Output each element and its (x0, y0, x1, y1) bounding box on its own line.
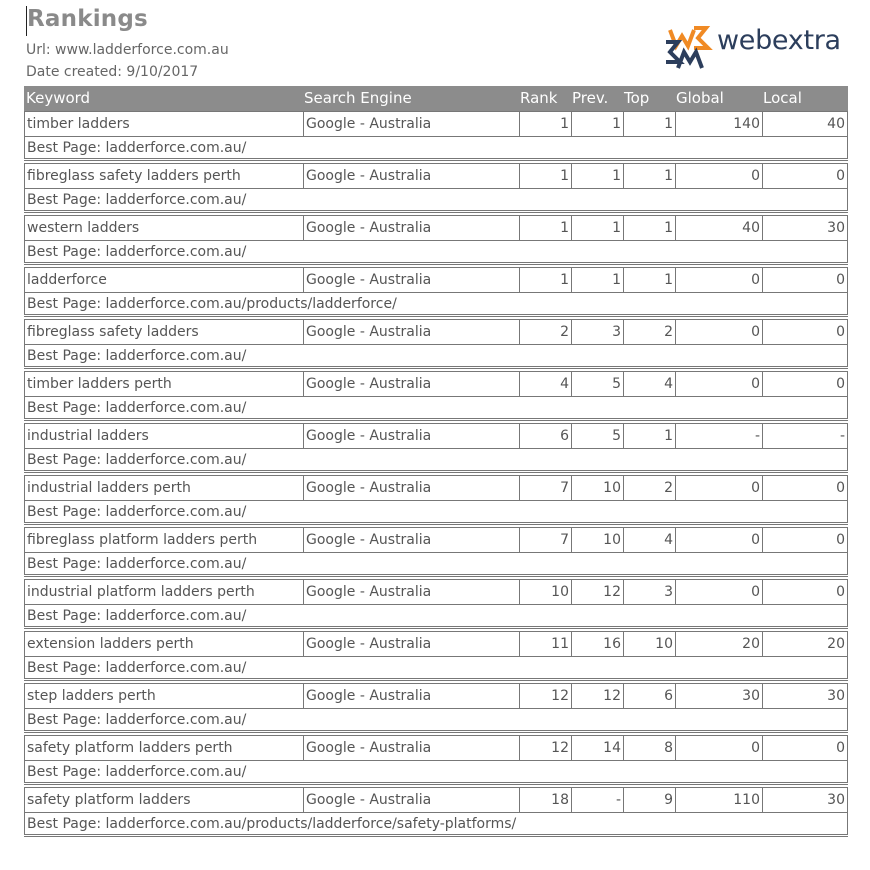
keyword-cell: fibreglass safety ladders (27, 324, 199, 340)
rank-cell: 7 (519, 528, 571, 552)
keyword-row (24, 579, 848, 605)
keyword-row (24, 735, 848, 761)
keyword-cell: fibreglass platform ladders perth (27, 532, 258, 548)
prev-cell: 3 (571, 320, 623, 344)
best-page-cell: Best Page: ladderforce.com.au/products/ladderforce/ (24, 293, 848, 315)
keyword-cell: industrial ladders perth (27, 480, 191, 496)
keyword-row (24, 423, 848, 449)
local-cell: 0 (762, 268, 847, 292)
best-page-cell: Best Page: ladderforce.com.au/ (24, 553, 848, 575)
local-cell: 30 (762, 684, 847, 708)
best-page-cell: Best Page: ladderforce.com.au/ (24, 657, 848, 679)
local-cell: - (762, 424, 847, 448)
table-row (24, 787, 848, 837)
global-cell: 0 (675, 320, 762, 344)
table-row (24, 579, 848, 629)
prev-cell: 12 (571, 580, 623, 604)
top-cell: 2 (623, 476, 675, 500)
global-cell: 110 (675, 788, 762, 812)
search-engine-cell: Google - Australia (303, 112, 519, 136)
local-cell: 0 (762, 580, 847, 604)
prev-cell: 5 (571, 372, 623, 396)
rank-cell: 1 (519, 164, 571, 188)
top-cell: 1 (623, 268, 675, 292)
best-page-cell: Best Page: ladderforce.com.au/ (24, 241, 848, 263)
header-global: Global (676, 89, 724, 107)
rank-cell: 11 (519, 632, 571, 656)
header-top: Top (624, 89, 650, 107)
table-row (24, 527, 848, 577)
header-search-engine: Search Engine (304, 89, 412, 107)
search-engine-cell: Google - Australia (303, 268, 519, 292)
global-cell: 0 (675, 164, 762, 188)
rank-cell: 12 (519, 736, 571, 760)
best-page-cell: Best Page: ladderforce.com.au/products/ladderforce/safety-platforms/ (24, 813, 848, 835)
local-cell: 0 (762, 736, 847, 760)
local-cell: 30 (762, 788, 847, 812)
top-cell: 10 (623, 632, 675, 656)
keyword-cell: industrial platform ladders perth (27, 584, 255, 600)
table-row (24, 319, 848, 369)
keyword-cell: western ladders (27, 220, 140, 236)
global-cell: - (675, 424, 762, 448)
global-cell: 30 (675, 684, 762, 708)
local-cell: 40 (762, 112, 847, 136)
local-cell: 0 (762, 528, 847, 552)
report-url: Url: www.ladderforce.com.au (26, 42, 229, 58)
keyword-cell: industrial ladders (27, 428, 149, 444)
keyword-row (24, 683, 848, 709)
table-row (24, 475, 848, 525)
table-row (24, 683, 848, 733)
local-cell: 0 (762, 320, 847, 344)
top-cell: 2 (623, 320, 675, 344)
search-engine-cell: Google - Australia (303, 372, 519, 396)
rank-cell: 1 (519, 216, 571, 240)
global-cell: 40 (675, 216, 762, 240)
keyword-row (24, 111, 848, 137)
local-cell: 0 (762, 164, 847, 188)
search-engine-cell: Google - Australia (303, 320, 519, 344)
top-cell: 1 (623, 164, 675, 188)
table-row (24, 423, 848, 473)
logo-wordmark: webextra (717, 25, 841, 56)
search-engine-cell: Google - Australia (303, 528, 519, 552)
global-cell: 0 (675, 528, 762, 552)
table-row (24, 215, 848, 265)
global-cell: 0 (675, 476, 762, 500)
top-cell: 1 (623, 112, 675, 136)
search-engine-cell: Google - Australia (303, 424, 519, 448)
prev-cell: 16 (571, 632, 623, 656)
rank-cell: 12 (519, 684, 571, 708)
best-page-cell: Best Page: ladderforce.com.au/ (24, 345, 848, 367)
search-engine-cell: Google - Australia (303, 476, 519, 500)
prev-cell: 10 (571, 528, 623, 552)
report-date: Date created: 9/10/2017 (26, 64, 199, 80)
header-rank: Rank (520, 89, 558, 107)
prev-cell: 1 (571, 216, 623, 240)
search-engine-cell: Google - Australia (303, 736, 519, 760)
prev-cell: 1 (571, 164, 623, 188)
prev-cell: 10 (571, 476, 623, 500)
search-engine-cell: Google - Australia (303, 684, 519, 708)
table-row (24, 111, 848, 161)
search-engine-cell: Google - Australia (303, 164, 519, 188)
top-cell: 6 (623, 684, 675, 708)
header-keyword: Keyword (26, 89, 91, 107)
prev-cell: - (571, 788, 623, 812)
keyword-row (24, 267, 848, 293)
page-title: Rankings (27, 6, 148, 32)
keyword-cell: safety platform ladders perth (27, 740, 233, 756)
keyword-row (24, 371, 848, 397)
webextra-logo (664, 22, 850, 72)
top-cell: 4 (623, 372, 675, 396)
rankings-table (24, 86, 848, 837)
table-body (24, 111, 848, 837)
top-cell: 4 (623, 528, 675, 552)
local-cell: 30 (762, 216, 847, 240)
keyword-row (24, 475, 848, 501)
top-cell: 9 (623, 788, 675, 812)
rank-cell: 1 (519, 268, 571, 292)
best-page-cell: Best Page: ladderforce.com.au/ (24, 397, 848, 419)
top-cell: 3 (623, 580, 675, 604)
search-engine-cell: Google - Australia (303, 216, 519, 240)
prev-cell: 14 (571, 736, 623, 760)
global-cell: 20 (675, 632, 762, 656)
keyword-cell: ladderforce (27, 272, 107, 288)
keyword-cell: step ladders perth (27, 688, 156, 704)
best-page-cell: Best Page: ladderforce.com.au/ (24, 761, 848, 783)
prev-cell: 12 (571, 684, 623, 708)
search-engine-cell: Google - Australia (303, 580, 519, 604)
best-page-cell: Best Page: ladderforce.com.au/ (24, 605, 848, 627)
keyword-row (24, 787, 848, 813)
top-cell: 8 (623, 736, 675, 760)
table-row (24, 371, 848, 421)
table-row (24, 163, 848, 213)
best-page-cell: Best Page: ladderforce.com.au/ (24, 137, 848, 159)
keyword-row (24, 631, 848, 657)
keyword-cell: fibreglass safety ladders perth (27, 168, 241, 184)
global-cell: 0 (675, 372, 762, 396)
prev-cell: 1 (571, 112, 623, 136)
keyword-cell: timber ladders perth (27, 376, 172, 392)
global-cell: 140 (675, 112, 762, 136)
rank-cell: 4 (519, 372, 571, 396)
table-row (24, 735, 848, 785)
keyword-cell: safety platform ladders (27, 792, 191, 808)
best-page-cell: Best Page: ladderforce.com.au/ (24, 189, 848, 211)
keyword-cell: timber ladders (27, 116, 130, 132)
table-row (24, 267, 848, 317)
top-cell: 1 (623, 424, 675, 448)
keyword-cell: extension ladders perth (27, 636, 194, 652)
global-cell: 0 (675, 736, 762, 760)
rank-cell: 2 (519, 320, 571, 344)
best-page-cell: Best Page: ladderforce.com.au/ (24, 449, 848, 471)
rank-cell: 1 (519, 112, 571, 136)
local-cell: 0 (762, 372, 847, 396)
webextra-logo-icon (664, 22, 716, 72)
keyword-row (24, 215, 848, 241)
prev-cell: 5 (571, 424, 623, 448)
search-engine-cell: Google - Australia (303, 788, 519, 812)
rank-cell: 18 (519, 788, 571, 812)
keyword-row (24, 163, 848, 189)
best-page-cell: Best Page: ladderforce.com.au/ (24, 709, 848, 731)
global-cell: 0 (675, 268, 762, 292)
keyword-row (24, 527, 848, 553)
rank-cell: 10 (519, 580, 571, 604)
global-cell: 0 (675, 580, 762, 604)
search-engine-cell: Google - Australia (303, 632, 519, 656)
prev-cell: 1 (571, 268, 623, 292)
best-page-cell: Best Page: ladderforce.com.au/ (24, 501, 848, 523)
keyword-row (24, 319, 848, 345)
table-header (24, 86, 848, 111)
header-local: Local (763, 89, 802, 107)
local-cell: 20 (762, 632, 847, 656)
local-cell: 0 (762, 476, 847, 500)
table-row (24, 631, 848, 681)
top-cell: 1 (623, 216, 675, 240)
rank-cell: 7 (519, 476, 571, 500)
header-prev: Prev. (572, 89, 609, 107)
rank-cell: 6 (519, 424, 571, 448)
